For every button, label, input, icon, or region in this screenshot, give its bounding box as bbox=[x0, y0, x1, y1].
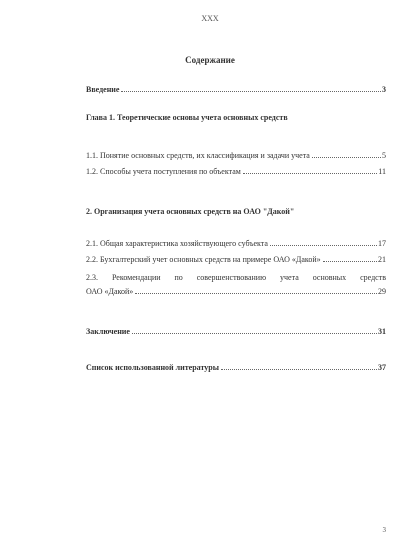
chapter2-heading[interactable]: 2. Организация учета основных средств на ОАО "Дакой" bbox=[86, 207, 295, 216]
toc-entry-label: 2.1. Общая характеристика хозяйствующего субъекта bbox=[86, 239, 268, 248]
toc-entry-references[interactable] bbox=[86, 362, 386, 373]
toc-title: Содержание bbox=[185, 55, 235, 65]
dot-leader bbox=[243, 173, 377, 174]
toc-entry-label: 2.2. Бухгалтерский учет основных средств на примере ОАО «Дакой» bbox=[86, 255, 321, 264]
toc-entry-intro[interactable] bbox=[86, 84, 386, 95]
toc-entry-page: 21 bbox=[378, 255, 386, 264]
toc-entry-1-2[interactable] bbox=[86, 166, 386, 177]
toc-entry-page: 29 bbox=[378, 287, 386, 296]
toc-entry-page: 17 bbox=[378, 239, 386, 248]
toc-entry-2-2[interactable] bbox=[86, 254, 386, 265]
toc-entry-page: 5 bbox=[382, 151, 386, 160]
dot-leader bbox=[270, 245, 377, 246]
dot-leader bbox=[312, 157, 381, 158]
dot-leader bbox=[132, 333, 377, 334]
toc-entry-label: ОАО «Дакой» bbox=[86, 287, 134, 296]
dot-leader bbox=[221, 369, 377, 370]
toc-entry-label: Заключение bbox=[86, 327, 130, 336]
toc-entry-2-1[interactable] bbox=[86, 238, 386, 249]
header-mark: XXX bbox=[201, 14, 219, 23]
page-number: 3 bbox=[382, 526, 386, 534]
dot-leader bbox=[323, 261, 377, 262]
toc-entry-page: 37 bbox=[378, 363, 386, 372]
toc-entry-label: Введение bbox=[86, 85, 120, 94]
toc-entry-2-3-line2[interactable] bbox=[86, 286, 386, 297]
toc-entry-page: 3 bbox=[382, 85, 386, 94]
dot-leader bbox=[121, 91, 381, 92]
dot-leader bbox=[135, 293, 377, 294]
toc-entry-label: 1.2. Способы учета поступления по объектам bbox=[86, 167, 241, 176]
toc-entry-1-1[interactable] bbox=[86, 150, 386, 161]
chapter1-heading[interactable]: Глава 1. Теоретические основы учета основных средств bbox=[86, 113, 288, 122]
toc-entry-label: Список использованной литературы bbox=[86, 363, 219, 372]
toc-entry-2-3-line1[interactable]: 2.3. Рекомендации по совершенствованию учета основных средств bbox=[86, 273, 386, 282]
toc-entry-page: 11 bbox=[378, 167, 386, 176]
toc-entry-page: 31 bbox=[378, 327, 386, 336]
toc-entry-conclusion[interactable] bbox=[86, 326, 386, 337]
toc-entry-label: 1.1. Понятие основных средств, их классификация и задачи учета bbox=[86, 151, 310, 160]
